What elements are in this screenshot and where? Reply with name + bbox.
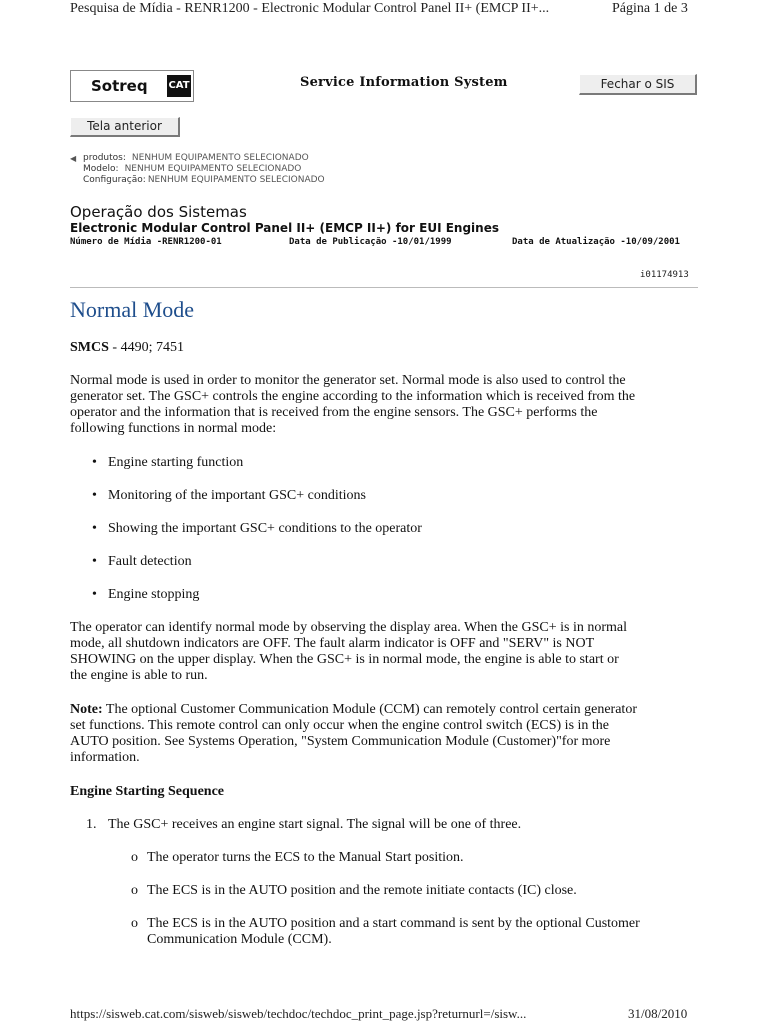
print-footer-date: 31/08/2010: [628, 1006, 688, 1021]
sub-list-line: Communication Module (CCM).: [147, 932, 332, 947]
publication-date: Data de Publicação -10/01/1999: [289, 237, 452, 247]
bullet-icon: •: [92, 455, 97, 470]
intro-line: operator and the information that is received from the engine sensors. The GSC+ performs the: [70, 405, 598, 420]
close-sis-button[interactable]: Fechar o SIS: [579, 74, 697, 95]
step-text: The GSC+ receives an engine start signal. The signal will be one of three.: [108, 817, 522, 832]
media-number: Número de Mídia -RENR1200-01: [70, 237, 222, 247]
meta-modelo-value: NENHUM EQUIPAMENTO SELECIONADO: [124, 164, 302, 174]
bullet-icon: •: [92, 521, 97, 536]
sis-title: Service Information System: [300, 75, 508, 90]
note-line: set functions. This remote control can only occur when the engine control switch (ECS) is in the: [70, 718, 610, 733]
sub-list-item: [147, 883, 707, 899]
circle-bullet-icon: o: [131, 883, 138, 898]
intro-paragraph: [70, 373, 700, 437]
sub-list-line: The ECS is in the AUTO position and the remote initiate contacts (IC) close.: [147, 883, 577, 898]
sub-list-line: The ECS is in the AUTO position and a start command is sent by the optional Customer: [147, 916, 640, 931]
intro-line: following functions in normal mode:: [70, 421, 277, 436]
sub-list-item: [147, 850, 707, 866]
back-button[interactable]: Tela anterior: [70, 117, 180, 137]
identify-line: SHOWING on the upper display. When the GSC+ is in normal mode, the engine is able to start or: [70, 652, 619, 667]
list-item: Monitoring of the important GSC+ conditions: [108, 488, 366, 503]
page-heading: Normal Mode: [70, 297, 195, 322]
logo-sotreq-text: Sotreq: [91, 77, 148, 95]
intro-line: generator set. The GSC+ controls the engine according to the information which is received from the: [70, 389, 636, 404]
print-header-title: Pesquisa de Mídia - RENR1200 - Electronic Modular Control Panel II+ (EMCP II+...: [70, 1, 550, 16]
section-title: Operação dos Sistemas: [70, 203, 247, 221]
meta-config: [83, 175, 325, 185]
list-item: Showing the important GSC+ conditions to the operator: [108, 521, 422, 536]
meta-modelo-label: Modelo:: [83, 164, 119, 174]
sotreq-cat-logo: [70, 70, 194, 102]
smcs-label: SMCS: [70, 340, 109, 355]
bullet-icon: •: [92, 554, 97, 569]
bullet-icon: •: [92, 587, 97, 602]
update-date: Data de Atualização -10/09/2001: [512, 237, 680, 247]
note-paragraph: [70, 702, 700, 766]
identify-line: The operator can identify normal mode by observing the display area. When the GSC+ is in normal: [70, 620, 627, 635]
bullet-icon: •: [92, 488, 97, 503]
intro-line: Normal mode is used in order to monitor the generator set. Normal mode is also used to control the: [70, 373, 626, 388]
list-item: Fault detection: [108, 554, 192, 569]
sub-list-line: The operator turns the ECS to the Manual Start position.: [147, 850, 464, 865]
divider: [70, 287, 698, 288]
document-title: Electronic Modular Control Panel II+ (EMCP II+) for EUI Engines: [70, 221, 499, 235]
note-label: Note:: [70, 702, 103, 717]
list-item: Engine starting function: [108, 455, 244, 470]
print-footer-url: https://sisweb.cat.com/sisweb/sisweb/techdoc/techdoc_print_page.jsp?returnurl=/sisw...: [70, 1006, 527, 1021]
identify-line: the engine is able to run.: [70, 668, 208, 683]
identify-line: mode, all shutdown indicators are OFF. The fault alarm indicator is OFF and "SERV" is NOT: [70, 636, 595, 651]
document-id: i01174913: [640, 270, 689, 280]
step-number: 1.: [86, 817, 97, 832]
meta-modelo: [83, 164, 301, 174]
meta-produtos-value: NENHUM EQUIPAMENTO SELECIONADO: [131, 153, 309, 163]
smcs-line: [70, 340, 700, 356]
note-line: information.: [70, 750, 140, 765]
meta-config-label: Configuração:: [83, 175, 146, 185]
meta-produtos-label: produtos:: [83, 153, 126, 163]
circle-bullet-icon: o: [131, 850, 138, 865]
arrow-left-icon: ◀: [70, 154, 77, 163]
logo-cat-text: CAT: [167, 75, 191, 97]
print-header-page: Página 1 de 3: [612, 1, 688, 16]
sub-list-item: [147, 916, 707, 948]
smcs-value: - 4490; 7451: [108, 340, 184, 355]
meta-produtos: [83, 153, 309, 163]
identify-paragraph: [70, 620, 700, 684]
list-item: Engine stopping: [108, 587, 200, 602]
sequence-heading: Engine Starting Sequence: [70, 784, 225, 799]
circle-bullet-icon: o: [131, 916, 138, 931]
note-line: AUTO position. See Systems Operation, "System Communication Module (Customer)"for more: [70, 734, 611, 749]
meta-config-value: NENHUM EQUIPAMENTO SELECIONADO: [147, 175, 325, 185]
note-line: The optional Customer Communication Module (CCM) can remotely control certain generator: [102, 702, 637, 717]
